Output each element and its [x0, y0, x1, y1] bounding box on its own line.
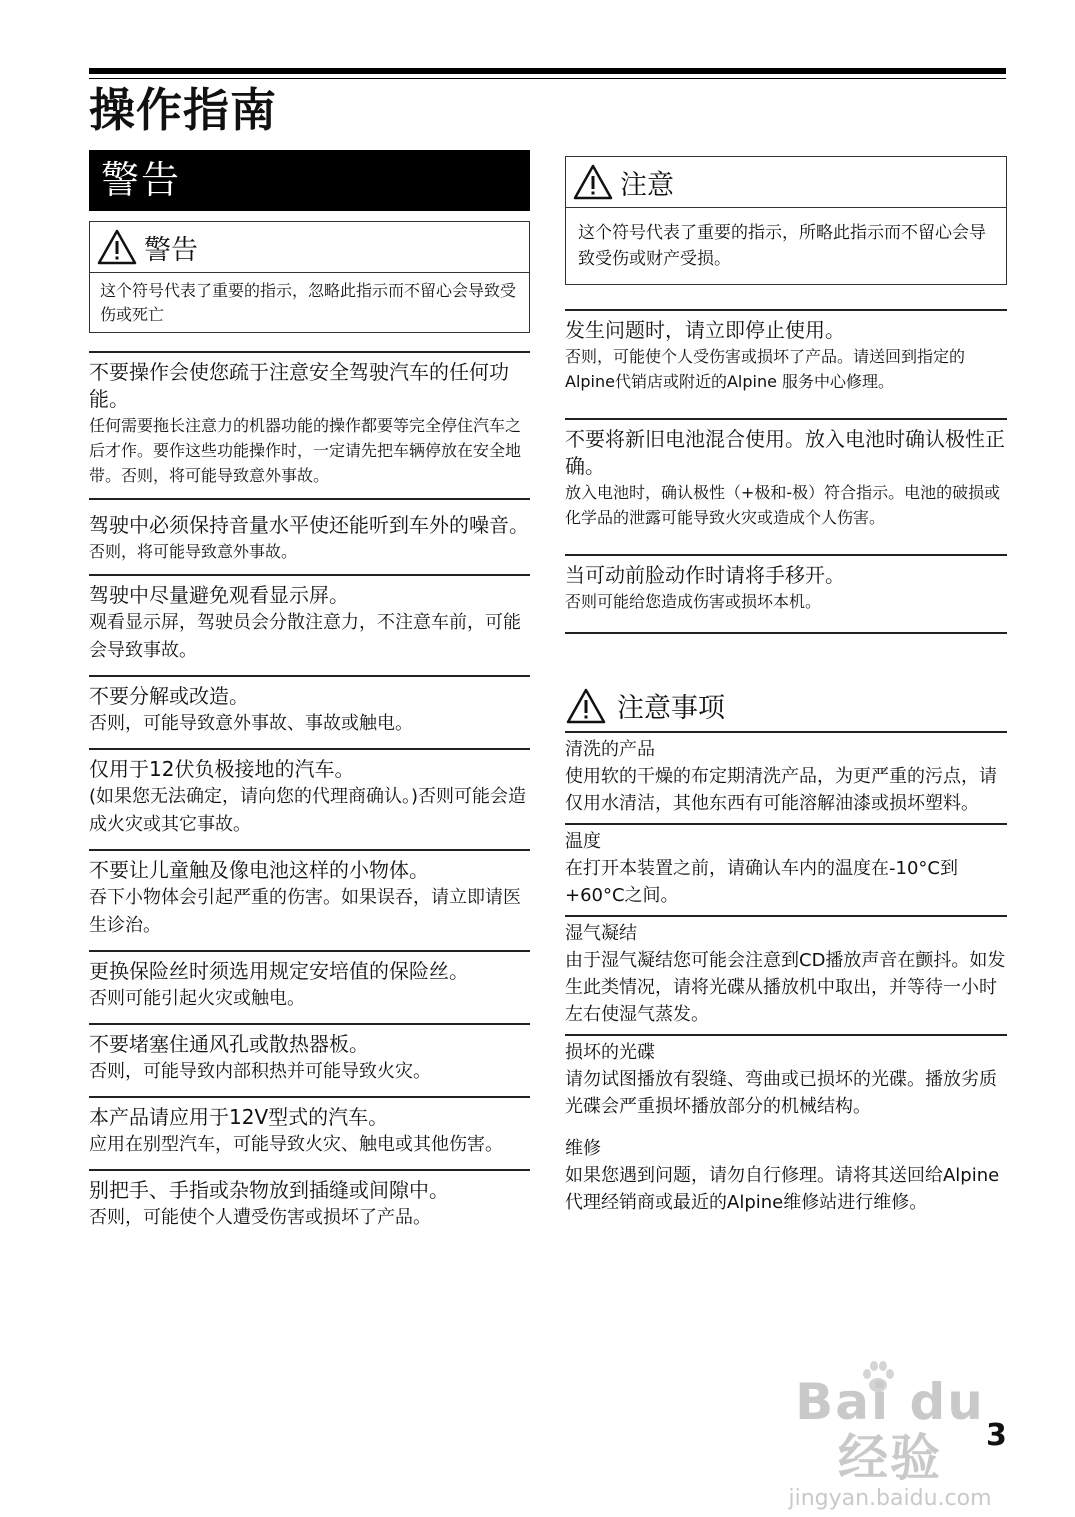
warning-symbol-text: 这个符号代表了重要的指示，忽略此指示而不留心会导致受伤或死亡: [100, 281, 517, 324]
warning-item: [89, 574, 530, 675]
note-head: 损坏的光碟: [565, 1042, 655, 1063]
warning-symbol-label: 警告: [144, 234, 198, 266]
warning-item-head: 不要堵塞住通风孔或散热器板。: [89, 1032, 369, 1056]
warning-item-body: 否则，可能导致内部积热并可能导致火灾。: [89, 1061, 431, 1082]
caution-symbol-text: 这个符号代表了重要的指示，所略此指示而不留心会导致受伤或财产受损。: [578, 223, 986, 269]
warning-item-head: 仅用于12伏负极接地的汽车。: [89, 757, 355, 781]
warning-item-body: 应用在别型汽车，可能导致火灾、触电或其他伤害。: [89, 1134, 503, 1155]
top-rule: [89, 68, 1006, 74]
note-item: [565, 1034, 1007, 1126]
warning-item-head: 本产品请应用于12V型式的汽车。: [89, 1105, 389, 1129]
warning-item-body: 否则，可能导致意外事故、事故或触电。: [89, 713, 413, 734]
note-head: 湿气凝结: [565, 923, 637, 944]
top-rule-thin: [89, 78, 1006, 79]
caution-symbol-box: [565, 156, 1007, 285]
watermark-url: jingyan.baidu.com: [788, 1486, 992, 1511]
warning-symbol-box: [89, 221, 530, 333]
caution-item-head: 发生问题时，请立即停止使用。: [565, 318, 845, 342]
note-item: [565, 915, 1007, 1034]
warning-item: [89, 1169, 530, 1242]
warning-item-body: 任何需要拖长注意力的机器功能的操作都要等完全停住汽车之后才作。要作这些功能操作时，一定请先把车辆停放在安全地带。否则，将可能导致意外事故。: [89, 416, 522, 485]
note-head: 温度: [565, 831, 601, 852]
warning-triangle-icon: [96, 228, 138, 266]
caution-item-head: 不要将新旧电池混合使用。放入电池时确认极性正确。: [565, 427, 1005, 478]
warning-item-head: 更换保险丝时须选用规定安培值的保险丝。: [89, 959, 469, 983]
caution-item: [565, 418, 1007, 540]
warning-item-head: 不要操作会使您疏于注意安全驾驶汽车的任何功能。: [89, 360, 509, 411]
note-head: 清洗的产品: [565, 739, 655, 760]
warning-item-body: 否则，将可能导致意外事故。: [89, 542, 298, 561]
notes-list: [565, 733, 1007, 1222]
notes-title: [565, 686, 1007, 733]
note-body: 在打开本装置之前，请确认车内的温度在-10°C到+60°C之间。: [565, 858, 958, 906]
caution-symbol-label: 注意: [620, 169, 674, 201]
warning-triangle-icon: [565, 687, 607, 725]
note-body: 由于湿气凝结您可能会注意到CD播放声音在颤抖。如发生此类情况，请将光碟从播放机中取出，并等待一小时左右使湿气蒸发。: [565, 950, 1006, 1025]
note-body: 使用软的干燥的布定期清洗产品，为更严重的污点，请仅用水清洁，其他东西有可能溶解油漆或损坏塑料。: [565, 766, 997, 814]
page-title: 操作指南: [89, 83, 277, 137]
left-column: [89, 150, 530, 1242]
warning-banner: 警告: [89, 150, 530, 211]
note-body: 如果您遇到问题，请勿自行修理。请将其送回给Alpine代理经销商或最近的Alpine维修站进行维修。: [565, 1165, 1000, 1213]
note-body: 请勿试图播放有裂缝、弯曲或已损坏的光碟。播放劣质光碟会严重损坏播放部分的机械结构。: [565, 1069, 997, 1117]
notes-title-label: 注意事项: [617, 693, 725, 724]
warning-item-body: 吞下小物体会引起严重的伤害。如果误吞，请立即请医生诊治。: [89, 887, 521, 936]
warning-item: [89, 849, 530, 950]
warning-item: [89, 498, 530, 574]
right-column: [565, 156, 1007, 1222]
caution-item-body: 否则可能给您造成伤害或损坏本机。: [565, 592, 822, 611]
warning-item: [89, 351, 530, 498]
page-number: 3: [986, 1418, 1007, 1453]
warning-item-head: 不要让儿童触及像电池这样的小物体。: [89, 858, 429, 882]
caution-item-head: 当可动前脸动作时请将手移开。: [565, 563, 845, 587]
warning-item-head: 别把手、手指或杂物放到插缝或间隙中。: [89, 1178, 449, 1202]
caution-item-body: 否则，可能使个人受伤害或损坏了产品。请送回到指定的Alpine代销店或附近的Alpine 服务中心修理。: [565, 347, 966, 391]
warning-item-body: 观看显示屏，驾驶员会分散注意力，不注意车前，可能会导致事故。: [89, 612, 521, 661]
note-head: 维修: [565, 1138, 601, 1159]
warning-item-head: 不要分解或改造。: [89, 684, 249, 708]
note-item: [565, 823, 1007, 915]
warning-item: [89, 748, 530, 849]
watermark-brand: Bai du 经验: [795, 1373, 985, 1487]
warning-item-body: 否则可能引起火灾或触电。: [89, 988, 305, 1009]
warning-item-body: (如果您无法确定，请向您的代理商确认。)否则可能会造成火灾或其它事故。: [89, 786, 527, 835]
warning-item-head: 驾驶中必须保持音量水平使还能听到车外的噪音。: [89, 513, 529, 537]
caution-item-body: 放入电池时，确认极性（+极和-极）符合指示。电池的破损或化学品的泄露可能导致火灾或造成个人伤害。: [565, 483, 1001, 527]
warning-item: [89, 1096, 530, 1169]
warning-item: [89, 1023, 530, 1096]
warning-item: [89, 675, 530, 748]
warning-triangle-icon: [572, 163, 614, 201]
caution-item: [565, 309, 1007, 404]
note-item: [565, 733, 1007, 823]
watermark: [765, 1350, 1015, 1512]
note-item: [565, 1132, 1007, 1222]
warning-item-head: 驾驶中尽量避免观看显示屏。: [89, 583, 349, 607]
warning-item-body: 否则，可能使个人遭受伤害或损坏了产品。: [89, 1207, 431, 1228]
warning-item: [89, 950, 530, 1023]
caution-item: [565, 554, 1007, 634]
